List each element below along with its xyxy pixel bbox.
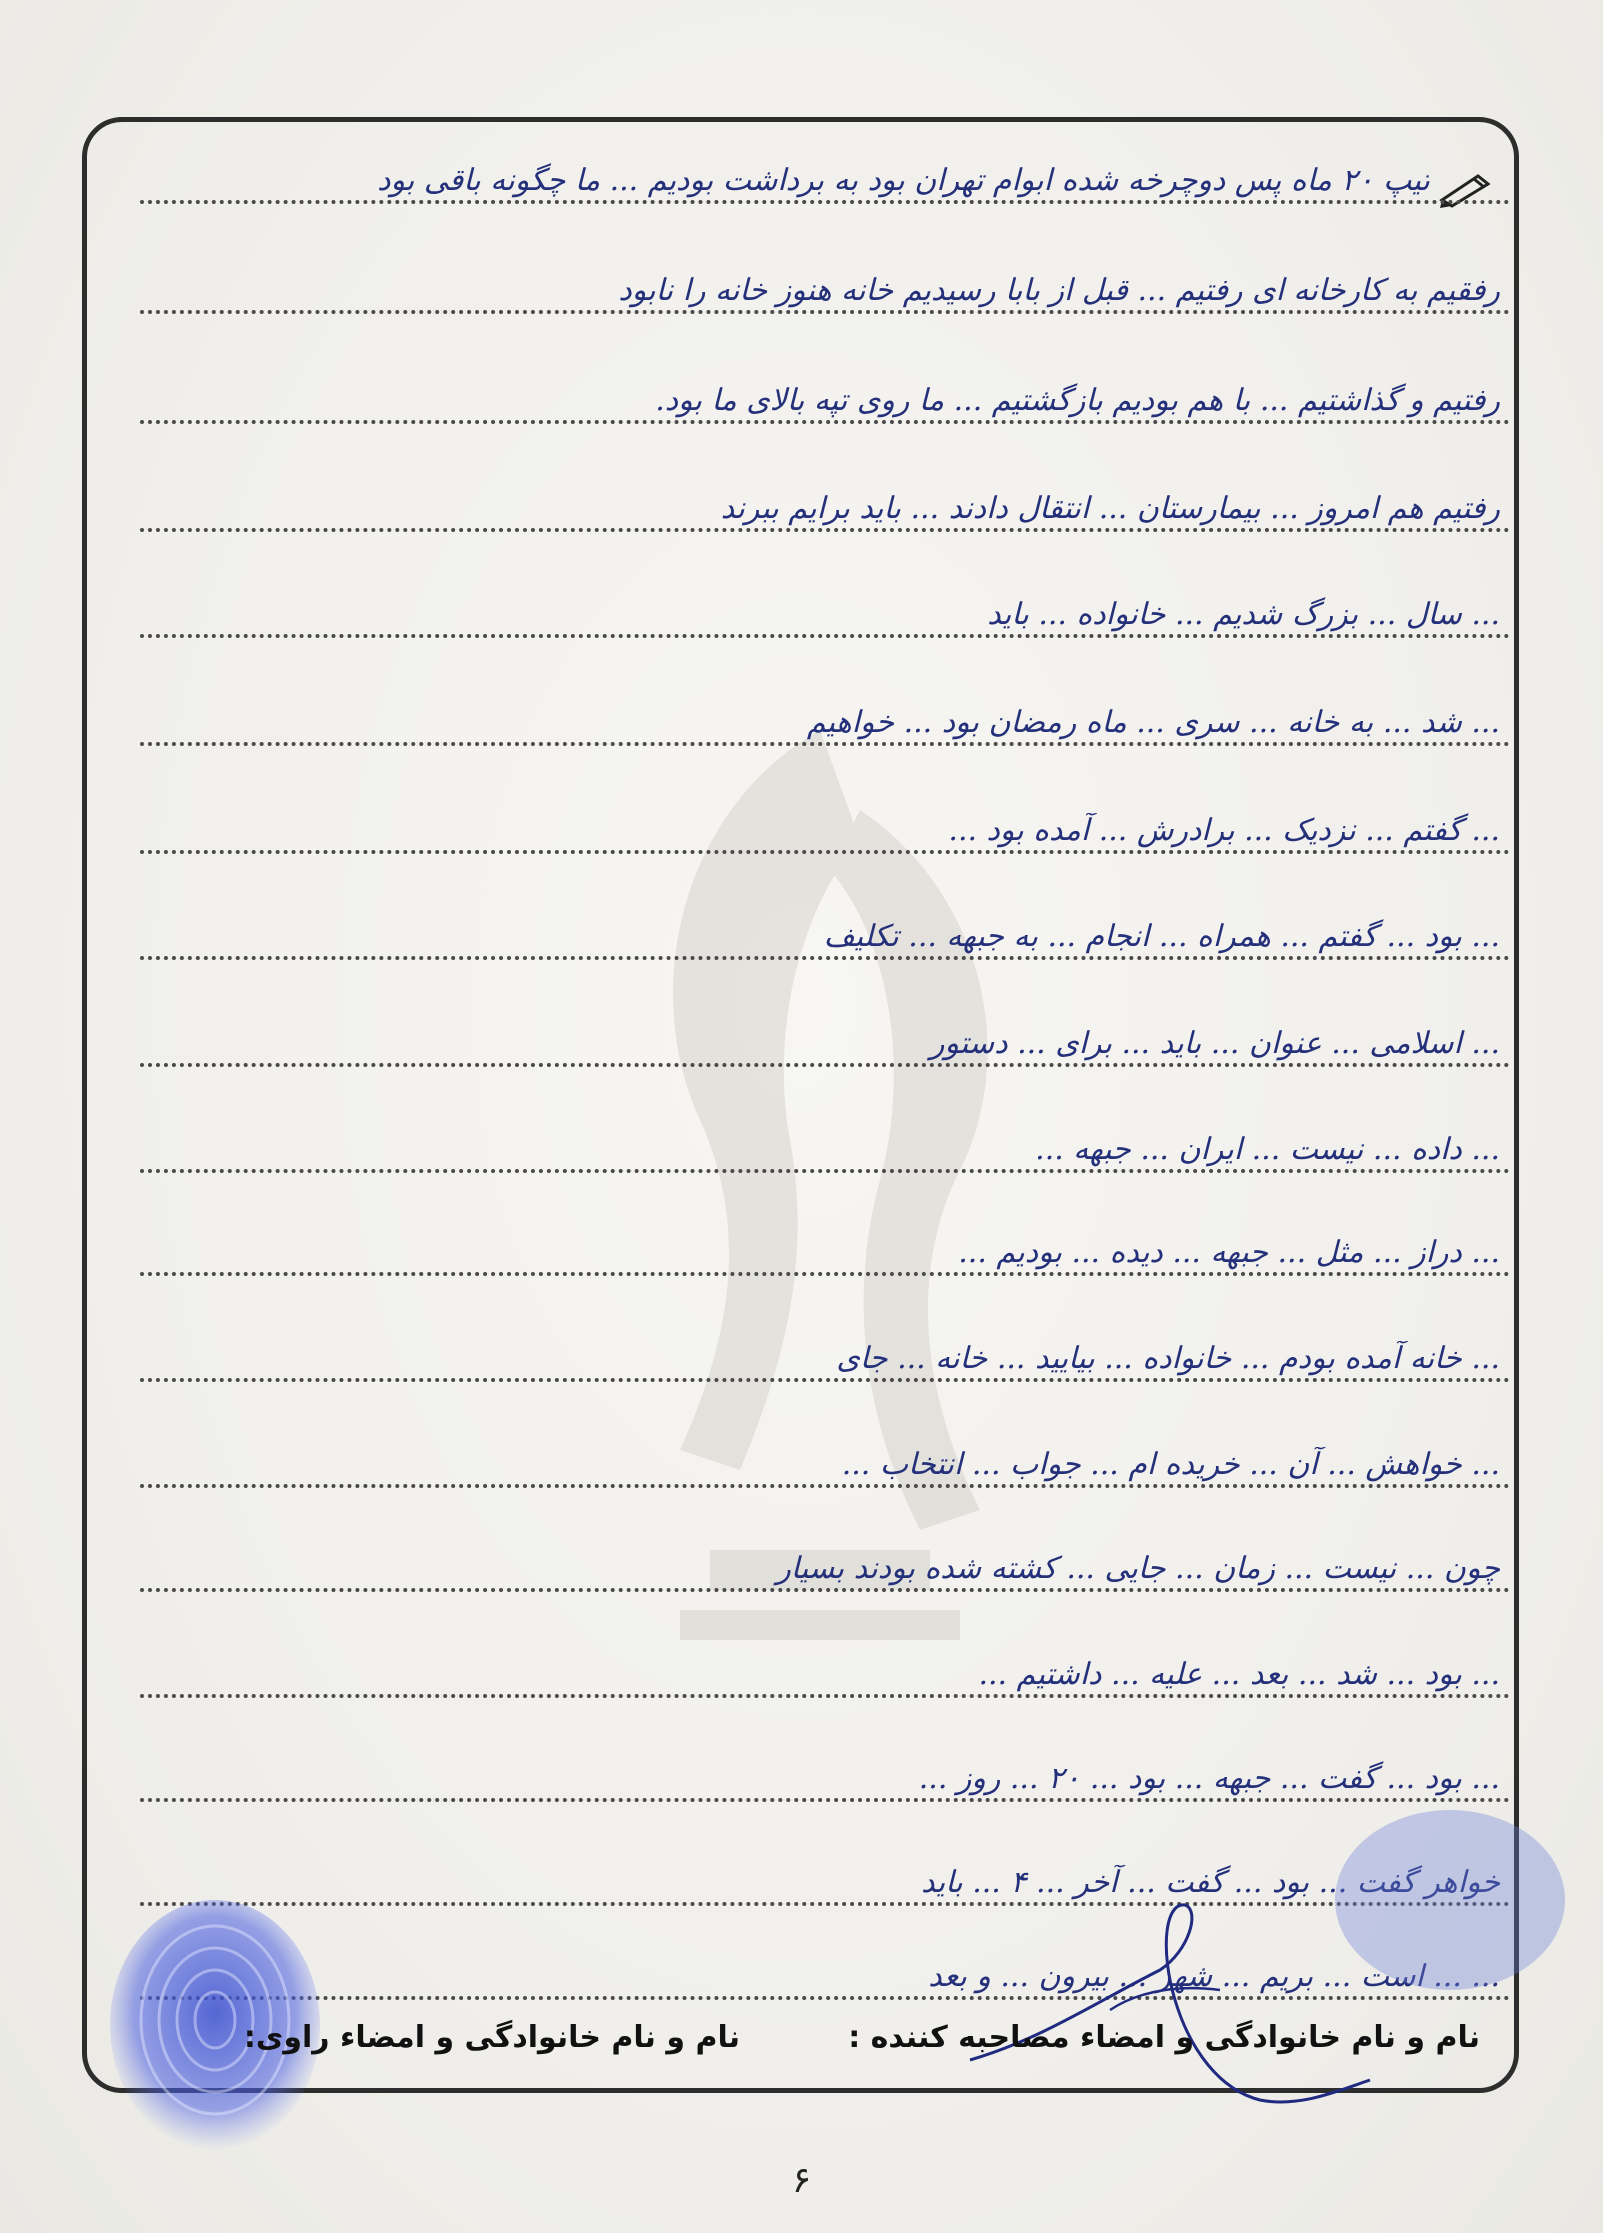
line-text: ... بود ... شد ... بعد ... علیه ... داشتیم ... — [978, 1657, 1500, 1692]
line-text: ... سال ... بزرگ شدیم ... خانواده ... باید — [987, 597, 1500, 632]
line-3 — [140, 370, 1510, 430]
dotted-rule — [140, 956, 1510, 960]
line-text: خواهر گفت ... بود ... گفت ... آخر ... ۴ ... باید — [921, 1865, 1500, 1900]
line-14 — [140, 1538, 1510, 1598]
signature-footer — [140, 2020, 1480, 2080]
narrator-signature-label: نام و نام خانوادگی و امضاء راوی: — [243, 2020, 740, 2055]
dotted-rule — [140, 1169, 1510, 1173]
dotted-rule — [140, 528, 1510, 532]
line-text: ... دراز ... مثل ... جبهه ... دیده ... بودیم ... — [958, 1235, 1500, 1270]
dotted-rule — [140, 1588, 1510, 1592]
line-text: رفتیم هم امروز ... بیمارستان ... انتقال دادند ... باید برایم ببرند — [720, 491, 1500, 526]
line-12 — [140, 1328, 1510, 1388]
line-15 — [140, 1644, 1510, 1704]
line-10 — [140, 1119, 1510, 1179]
dotted-rule — [140, 420, 1510, 424]
line-text: رفقیم به کارخانه ای رفتیم ... قبل از بابا رسیدیم خانه هنوز خانه را نابود — [618, 273, 1500, 308]
line-7 — [140, 800, 1510, 860]
line-6 — [140, 692, 1510, 752]
dotted-rule — [140, 1694, 1510, 1698]
line-text: ... بود ... گفتم ... همراه ... انجام ... به جبهه ... تکلیف — [823, 919, 1500, 954]
line-9 — [140, 1013, 1510, 1073]
dotted-rule — [140, 200, 1510, 204]
signature-scribble — [960, 1890, 1380, 2120]
dotted-rule — [140, 1484, 1510, 1488]
interviewer-signature-label: نام و نام خانوادگی و امضاء مصاحبه کننده : — [848, 2020, 1480, 2055]
dotted-rule — [140, 310, 1510, 314]
line-text: ... اسلامی ... عنوان ... باید ... برای ... دستور — [930, 1026, 1500, 1061]
line-1 — [140, 150, 1510, 210]
line-4 — [140, 478, 1510, 538]
line-8 — [140, 906, 1510, 966]
line-text: چون ... نیست ... زمان ... جایی ... کشته شده بودند بسیار — [776, 1551, 1500, 1586]
dotted-rule — [140, 1063, 1510, 1067]
dotted-rule — [140, 850, 1510, 854]
dotted-rule — [140, 742, 1510, 746]
line-text: ... شد ... به خانه ... سری ... ماه رمضان بود ... خواهیم — [806, 705, 1500, 740]
dotted-rule — [140, 634, 1510, 638]
line-text: ... بود ... گفت ... جبهه ... بود ... ۲۰ ... روز ... — [918, 1761, 1500, 1796]
line-text: ... داده ... نیست ... ایران ... جبهه ... — [1035, 1132, 1500, 1167]
line-5 — [140, 584, 1510, 644]
line-13 — [140, 1434, 1510, 1494]
line-16 — [140, 1748, 1510, 1808]
line-text: رفتیم و گذاشتیم ... با هم بودیم بازگشتیم ... ما روی تپه بالای ما بود. — [655, 383, 1500, 418]
page-number: ۶ — [791, 2160, 812, 2201]
line-text: تیپ ۲۰ ماه پس دوچرخه شده ابوام تهران بود به برداشت بودیم ... ما چگونه باقی بود — [377, 163, 1430, 198]
line-text: ... خانه آمده بودم ... خانواده ... بیایید ... خانه ... جای — [836, 1341, 1500, 1376]
line-text: ... ... است ... بریم ... شهر ... بیرون ... و بعد — [928, 1959, 1500, 1994]
line-11 — [140, 1222, 1510, 1282]
line-text: ... خواهش ... آن ... خریده ام ... جواب ... انتخاب ... — [841, 1447, 1500, 1482]
line-text: ... گفتم ... نزدیک ... برادرش ... آمده بود ... — [948, 813, 1500, 848]
dotted-rule — [140, 1798, 1510, 1802]
line-2 — [140, 260, 1510, 320]
dotted-rule — [140, 1272, 1510, 1276]
dotted-rule — [140, 1378, 1510, 1382]
